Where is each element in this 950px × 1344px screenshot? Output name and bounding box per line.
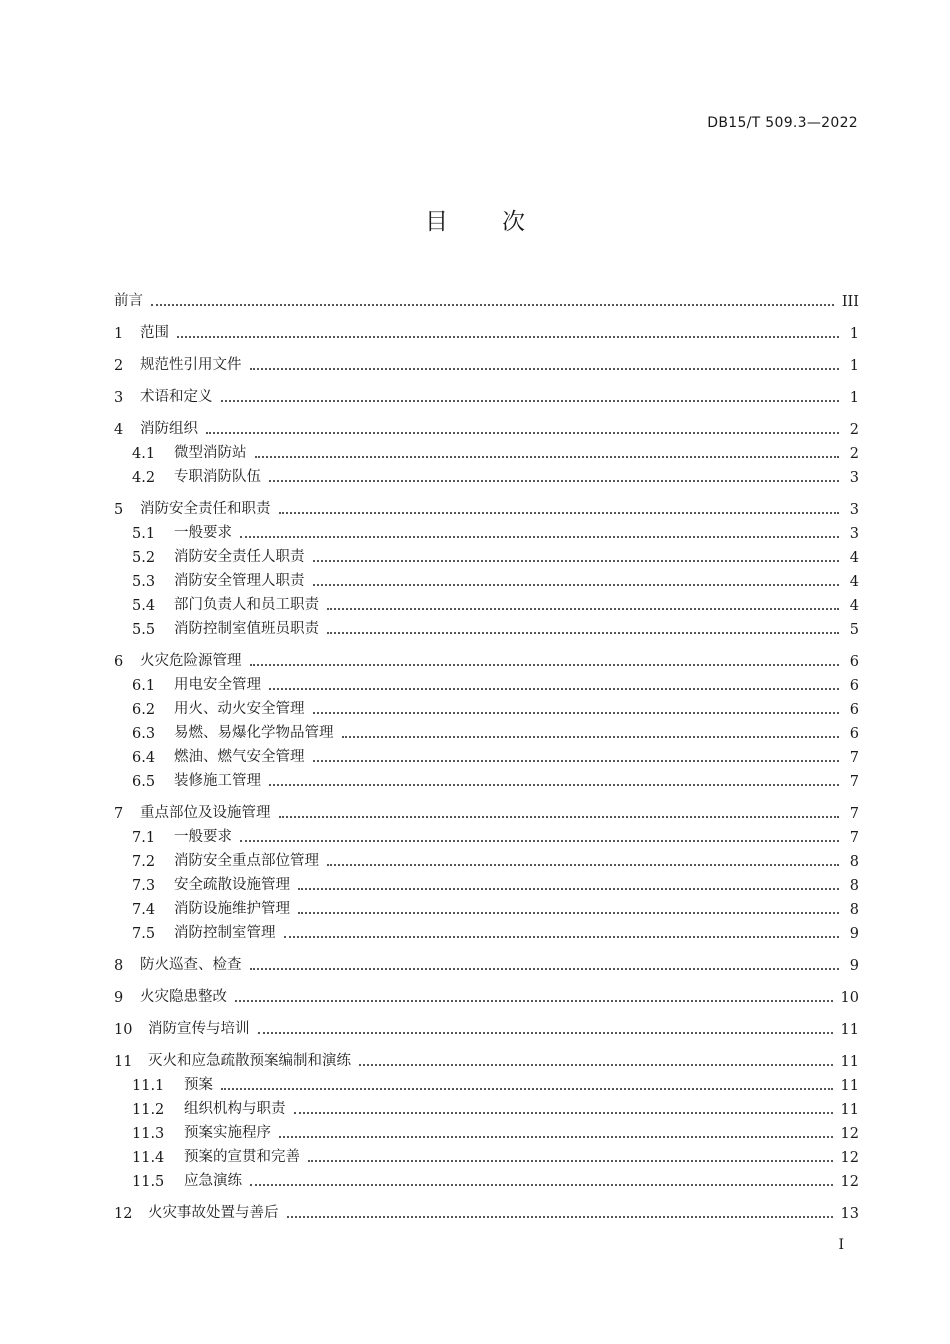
toc-leader-dots [206, 432, 839, 434]
toc-page-number: 4 [849, 598, 859, 614]
toc-number: 2 [114, 358, 124, 374]
toc-title: 易燃、易爆化学物品管理 [174, 725, 334, 741]
toc-title: 消防设施维护管理 [174, 901, 290, 917]
toc-leader-dots [235, 1000, 833, 1002]
toc-number: 6.4 [132, 750, 156, 766]
toc-leader-dots [221, 1088, 833, 1090]
toc-subentry[interactable] [114, 462, 859, 486]
toc-page-number: 1 [849, 358, 859, 374]
toc-entry[interactable] [114, 382, 859, 406]
toc-number: 12 [114, 1206, 133, 1222]
table-of-contents [114, 286, 859, 1222]
toc-page-number: 4 [849, 574, 859, 590]
toc-title: 用火、动火安全管理 [174, 701, 305, 717]
toc-entry[interactable] [114, 1198, 859, 1222]
toc-number: 5 [114, 502, 124, 518]
toc-number: 5.1 [132, 526, 156, 542]
toc-number: 11.2 [132, 1102, 165, 1118]
toc-title: 规范性引用文件 [140, 357, 242, 373]
toc-subentry[interactable] [114, 718, 859, 742]
page-number: I [838, 1237, 844, 1253]
toc-title: 一般要求 [174, 525, 232, 541]
toc-leader-dots [221, 400, 840, 402]
toc-leader-dots [279, 1136, 833, 1138]
toc-number: 7.5 [132, 926, 156, 942]
toc-leader-dots [250, 1184, 833, 1186]
toc-entry[interactable] [114, 318, 859, 342]
toc-page-number: III [841, 294, 859, 310]
toc-title: 火灾危险源管理 [140, 653, 242, 669]
page-title [0, 203, 950, 236]
toc-leader-dots [294, 1112, 833, 1114]
toc-leader-dots [279, 816, 840, 818]
toc-subentry[interactable] [114, 766, 859, 790]
toc-subentry[interactable] [114, 1142, 859, 1166]
toc-page-number: 1 [849, 390, 859, 406]
toc-entry[interactable] [114, 1014, 859, 1038]
toc-number: 4.1 [132, 446, 156, 462]
toc-page-number: 11 [840, 1078, 859, 1094]
toc-page-number: 11 [840, 1102, 859, 1118]
toc-title: 部门负责人和员工职责 [174, 597, 319, 613]
toc-page-number: 6 [849, 678, 859, 694]
toc-subentry[interactable] [114, 694, 859, 718]
toc-subentry[interactable] [114, 822, 859, 846]
toc-leader-dots [287, 1216, 833, 1218]
toc-entry[interactable] [114, 286, 859, 310]
toc-number: 4 [114, 422, 124, 438]
toc-entry[interactable] [114, 1046, 859, 1070]
toc-leader-dots [298, 888, 839, 890]
toc-page-number: 12 [840, 1174, 859, 1190]
toc-leader-dots [250, 664, 840, 666]
toc-page-number: 3 [849, 502, 859, 518]
toc-subentry[interactable] [114, 542, 859, 566]
toc-leader-dots [308, 1160, 833, 1162]
toc-page-number: 8 [849, 902, 859, 918]
toc-page-number: 2 [849, 446, 859, 462]
toc-number: 7.1 [132, 830, 156, 846]
toc-subentry[interactable] [114, 1166, 859, 1190]
toc-page-number: 8 [849, 878, 859, 894]
toc-title: 用电安全管理 [174, 677, 261, 693]
toc-title: 预案实施程序 [184, 1125, 271, 1141]
toc-number: 7.4 [132, 902, 156, 918]
toc-title: 消防控制室值班员职责 [174, 621, 319, 637]
toc-leader-dots [327, 864, 839, 866]
toc-leader-dots [313, 584, 840, 586]
toc-page-number: 11 [840, 1054, 859, 1070]
toc-entry[interactable] [114, 494, 859, 518]
toc-subentry[interactable] [114, 1070, 859, 1094]
toc-title: 专职消防队伍 [174, 469, 261, 485]
toc-number: 5.3 [132, 574, 156, 590]
toc-title: 术语和定义 [140, 389, 213, 405]
toc-page-number: 7 [849, 774, 859, 790]
toc-number: 11.4 [132, 1150, 165, 1166]
toc-leader-dots [327, 632, 839, 634]
toc-number: 6.1 [132, 678, 156, 694]
toc-page-number: 12 [840, 1126, 859, 1142]
title-char-1: 目 [425, 209, 448, 235]
toc-title: 灭火和应急疏散预案编制和演练 [148, 1053, 351, 1069]
toc-subentry[interactable] [114, 566, 859, 590]
toc-number: 6 [114, 654, 124, 670]
toc-title: 应急演练 [184, 1173, 242, 1189]
toc-leader-dots [269, 688, 839, 690]
toc-page-number: 7 [849, 750, 859, 766]
toc-page-number: 6 [849, 654, 859, 670]
toc-page-number: 9 [849, 958, 859, 974]
toc-page-number: 2 [849, 422, 859, 438]
toc-title: 消防安全重点部位管理 [174, 853, 319, 869]
toc-title: 前言 [114, 293, 143, 309]
toc-title: 消防控制室管理 [174, 925, 276, 941]
toc-subentry[interactable] [114, 518, 859, 542]
toc-page-number: 13 [840, 1206, 859, 1222]
toc-title: 消防组织 [140, 421, 198, 437]
toc-title: 重点部位及设施管理 [140, 805, 271, 821]
toc-number: 1 [114, 326, 124, 342]
toc-leader-dots [250, 368, 840, 370]
toc-leader-dots [250, 968, 840, 970]
toc-leader-dots [313, 760, 840, 762]
toc-leader-dots [313, 560, 840, 562]
toc-page-number: 5 [849, 622, 859, 638]
toc-leader-dots [313, 712, 840, 714]
toc-number: 7 [114, 806, 124, 822]
toc-page-number: 8 [849, 854, 859, 870]
toc-page-number: 3 [849, 526, 859, 542]
toc-leader-dots [151, 304, 834, 306]
toc-title: 一般要求 [174, 829, 232, 845]
toc-subentry[interactable] [114, 1118, 859, 1142]
toc-subentry[interactable] [114, 894, 859, 918]
toc-title: 防火巡查、检查 [140, 957, 242, 973]
toc-title: 燃油、燃气安全管理 [174, 749, 305, 765]
toc-subentry[interactable] [114, 742, 859, 766]
toc-entry[interactable] [114, 982, 859, 1006]
toc-number: 5.5 [132, 622, 156, 638]
toc-subentry[interactable] [114, 614, 859, 638]
toc-title: 预案 [184, 1077, 213, 1093]
toc-leader-dots [269, 784, 839, 786]
toc-number: 6.3 [132, 726, 156, 742]
toc-title: 预案的宣贯和完善 [184, 1149, 300, 1165]
toc-subentry[interactable] [114, 918, 859, 942]
toc-leader-dots [342, 736, 840, 738]
toc-entry[interactable] [114, 950, 859, 974]
toc-title: 组织机构与职责 [184, 1101, 286, 1117]
toc-subentry[interactable] [114, 870, 859, 894]
toc-leader-dots [240, 536, 839, 538]
toc-leader-dots [255, 456, 840, 458]
toc-number: 8 [114, 958, 124, 974]
toc-title: 消防安全责任人职责 [174, 549, 305, 565]
toc-page-number: 6 [849, 726, 859, 742]
toc-number: 11.5 [132, 1174, 165, 1190]
toc-number: 5.2 [132, 550, 156, 566]
toc-leader-dots [284, 936, 840, 938]
toc-number: 11.3 [132, 1126, 165, 1142]
toc-number: 6.2 [132, 702, 156, 718]
toc-number: 7.2 [132, 854, 156, 870]
toc-subentry[interactable] [114, 438, 859, 462]
toc-entry[interactable] [114, 798, 859, 822]
toc-title: 消防安全责任和职责 [140, 501, 271, 517]
toc-entry[interactable] [114, 350, 859, 374]
toc-page-number: 9 [849, 926, 859, 942]
toc-number: 9 [114, 990, 124, 1006]
toc-leader-dots [298, 912, 839, 914]
toc-number: 10 [114, 1022, 133, 1038]
toc-leader-dots [327, 608, 839, 610]
toc-title: 火灾隐患整改 [140, 989, 227, 1005]
toc-number: 5.4 [132, 598, 156, 614]
toc-leader-dots [359, 1064, 833, 1066]
toc-subentry[interactable] [114, 670, 859, 694]
toc-page-number: 6 [849, 702, 859, 718]
toc-page-number: 3 [849, 470, 859, 486]
toc-leader-dots [279, 512, 840, 514]
toc-number: 11.1 [132, 1078, 165, 1094]
toc-subentry[interactable] [114, 846, 859, 870]
toc-page-number: 11 [840, 1022, 859, 1038]
toc-number: 7.3 [132, 878, 156, 894]
toc-number: 6.5 [132, 774, 156, 790]
document-code: DB15/T 509.3—2022 [707, 115, 858, 131]
toc-page-number: 7 [849, 830, 859, 846]
toc-leader-dots [269, 480, 839, 482]
toc-page-number: 7 [849, 806, 859, 822]
toc-title: 消防宣传与培训 [148, 1021, 250, 1037]
toc-entry[interactable] [114, 646, 859, 670]
title-char-2: 次 [502, 209, 525, 235]
toc-subentry[interactable] [114, 590, 859, 614]
toc-number: 4.2 [132, 470, 156, 486]
toc-title: 消防安全管理人职责 [174, 573, 305, 589]
toc-page-number: 10 [840, 990, 859, 1006]
toc-title: 微型消防站 [174, 445, 247, 461]
toc-title: 安全疏散设施管理 [174, 877, 290, 893]
toc-entry[interactable] [114, 414, 859, 438]
toc-number: 3 [114, 390, 124, 406]
toc-page-number: 4 [849, 550, 859, 566]
toc-title: 装修施工管理 [174, 773, 261, 789]
toc-leader-dots [177, 336, 839, 338]
toc-number: 11 [114, 1054, 133, 1070]
toc-page-number: 12 [840, 1150, 859, 1166]
toc-leader-dots [258, 1032, 833, 1034]
toc-title: 火灾事故处置与善后 [148, 1205, 279, 1221]
toc-leader-dots [240, 840, 839, 842]
toc-subentry[interactable] [114, 1094, 859, 1118]
toc-page-number: 1 [849, 326, 859, 342]
toc-title: 范围 [140, 325, 169, 341]
